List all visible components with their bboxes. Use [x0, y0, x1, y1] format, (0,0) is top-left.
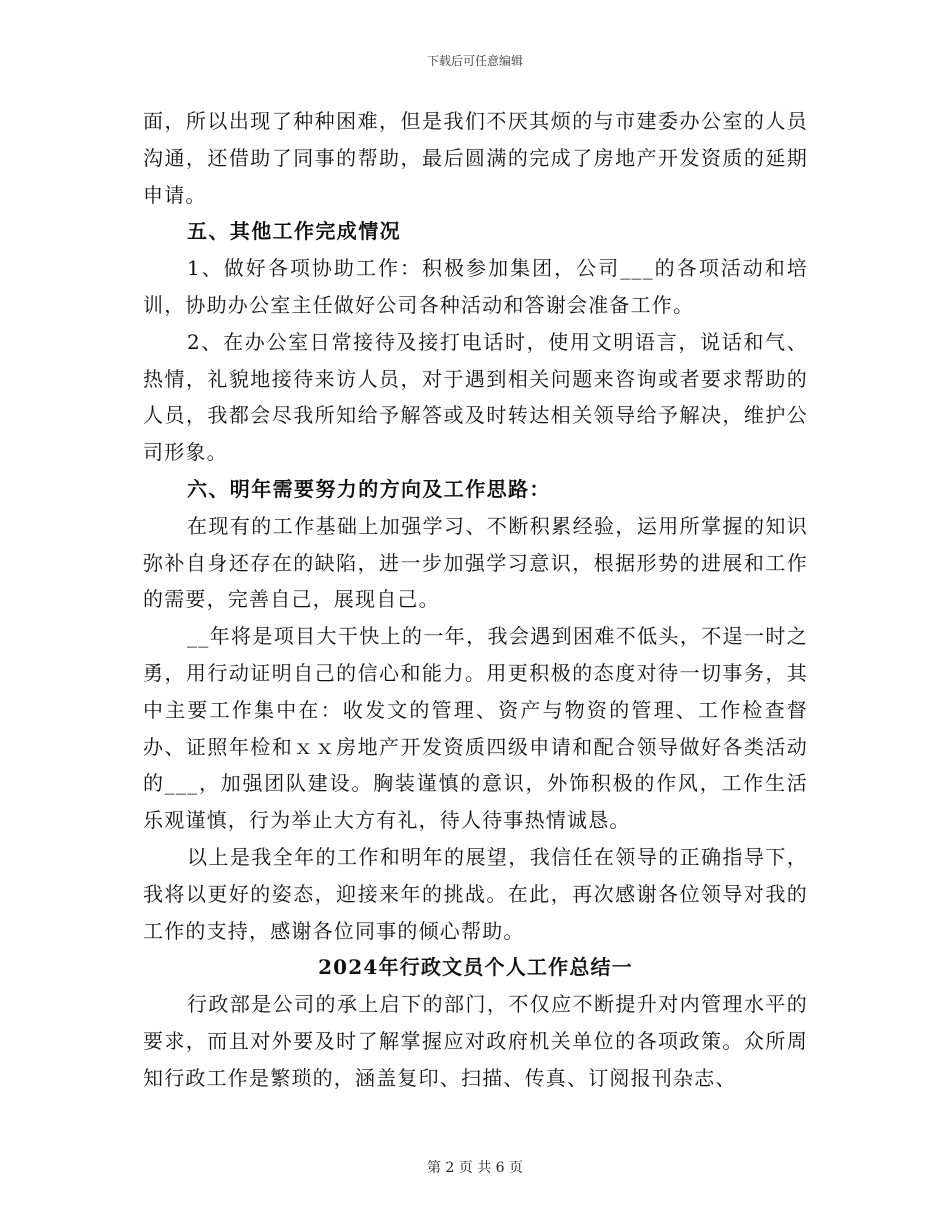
paragraph-closing: 以上是我全年的工作和明年的展望，我信任在领导的正确指导下，我将以更好的姿态，迎接来年的挑战。在此，再次感谢各位领导对我的工作的支持，感谢各位同事的倾心帮助。 — [143, 844, 808, 943]
document-body — [143, 103, 808, 1097]
section-heading-five: 五、其他工作完成情况 — [187, 219, 401, 244]
paragraph-item-1: 1、做好各项协助工作：积极参加集团，公司___的各项活动和培训，协助办公室主任做好公司各种活动和答谢会准备工作。 — [143, 256, 808, 317]
paragraph-plan-2: __年将是项目大干快上的一年，我会遇到困难不低头，不逞一时之勇，用行动证明自己的信心和能力。用更积极的态度对待一切事务，其中主要工作集中在：收发文的管理、资产与物资的管理、工作检查督办、证照年检和ｘｘ房地产开发资质四级申请和配合领导做好各类活动的___，加强团队建设。胸装谨慎的意识，外饰积极的作风，工作生活乐观谨慎，行为举止大方有礼，待人待事热情诚恳。 — [143, 624, 808, 833]
page-number: 第 2 页 共 6 页 — [426, 1160, 524, 1176]
paragraph-plan-1: 在现有的工作基础上加强学习、不断积累经验，运用所掌握的知识弥补自身还存在的缺陷，进一步加强学习意识，根据形势的进展和工作的需要，完善自己，展现自己。 — [143, 513, 808, 612]
paragraph-intro: 行政部是公司的承上启下的部门，不仅应不断提升对内管理水平的要求，而且对外要及时了解掌握应对政府机关单位的各项政策。众所周知行政工作是繁琐的，涵盖复印、扫描、传真、订阅报刊杂志、 — [143, 992, 808, 1090]
section-heading-six: 六、明年需要努力的方向及工作思路： — [187, 476, 551, 501]
page-header: 下载后可任意编辑 — [426, 54, 523, 68]
paragraph-item-2: 2、在办公室日常接待及接打电话时，使用文明语言，说话和气、热情，礼貌地接待来访人员，对于遇到相关问题来咨询或者要求帮助的人员，我都会尽我所知给予解答或及时转达相关领导给予解决，维护公司形象。 — [143, 329, 808, 465]
paragraph-continued: 面，所以出现了种种困难，但是我们不厌其烦的与市建委办公室的人员沟通，还借助了同事的帮助，最后圆满的完成了房地产开发资质的延期申请。 — [143, 109, 808, 207]
document-title: 2024年行政文员个人工作总结一 — [318, 955, 633, 980]
